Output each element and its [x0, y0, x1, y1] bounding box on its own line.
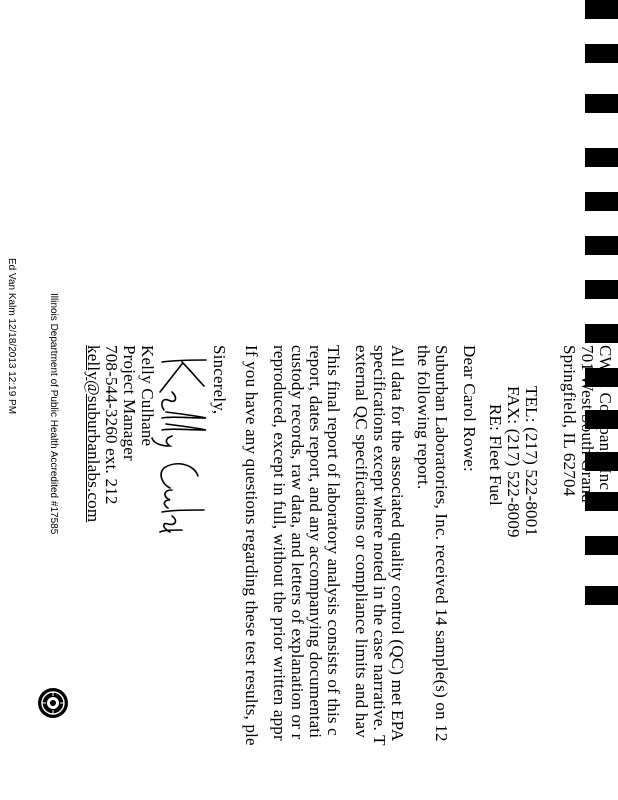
signer-phone: 708-544-3260 ext. 212 [102, 345, 121, 505]
body-line: reproduced, except in full, without the prior written appr [270, 345, 289, 741]
header-mark [585, 236, 618, 255]
header-mark [585, 586, 618, 605]
body-line: external QC specifications or compliance limits and hav [352, 345, 371, 738]
body-line: If you have any questions regarding these test results, ple [242, 345, 261, 746]
contact-re: RE: Fleet Fuel [486, 404, 505, 506]
signature [150, 352, 212, 542]
signer-name: Kelly Culhane [138, 345, 157, 447]
contact-tel: TEL: (217) 522-8001 [522, 386, 541, 537]
closing: Sincerely, [210, 345, 229, 415]
signer-title: Project Manager [120, 345, 139, 461]
header-mark [585, 536, 618, 555]
body-line: report, dates report, and any accompanying documentati [306, 345, 325, 739]
body-line: custody records, raw data, and letters of explanation or r [288, 345, 307, 740]
header-mark [585, 44, 618, 63]
accreditation-text: Illinois Department of Public Health Accredited #17585 [48, 293, 59, 535]
accreditation-seal-icon [36, 686, 70, 720]
print-stamp: Ed Van Kalm 12/18/2013 12:19 PM [6, 258, 17, 415]
salutation: Dear Carol Rowe: [460, 345, 479, 472]
recipient-company: CWM Company, Inc [596, 345, 615, 491]
header-mark [585, 0, 618, 19]
signer-email: kelly@suburbanlabs.com [84, 345, 103, 523]
header-mark [585, 94, 618, 113]
body-line: specifications except where noted in the case narrative. T [370, 345, 389, 746]
header-mark [585, 280, 618, 299]
body-line: All data for the associated quality control (QC) met EPA [388, 345, 407, 742]
body-line: the following report. [414, 345, 433, 490]
recipient-city: Springfield, IL 62704 [560, 345, 579, 497]
body-line: This final report of laboratory analysis consists of this c [324, 345, 343, 736]
header-mark [585, 192, 618, 211]
recipient-street: 701 West South Grand [578, 345, 597, 503]
header-mark [585, 148, 618, 167]
header-mark [585, 324, 618, 343]
body-line: Suburban Laboratories, Inc. received 14 sample(s) on 12 [432, 345, 451, 742]
contact-fax: FAX: (217) 522-8009 [504, 386, 523, 538]
